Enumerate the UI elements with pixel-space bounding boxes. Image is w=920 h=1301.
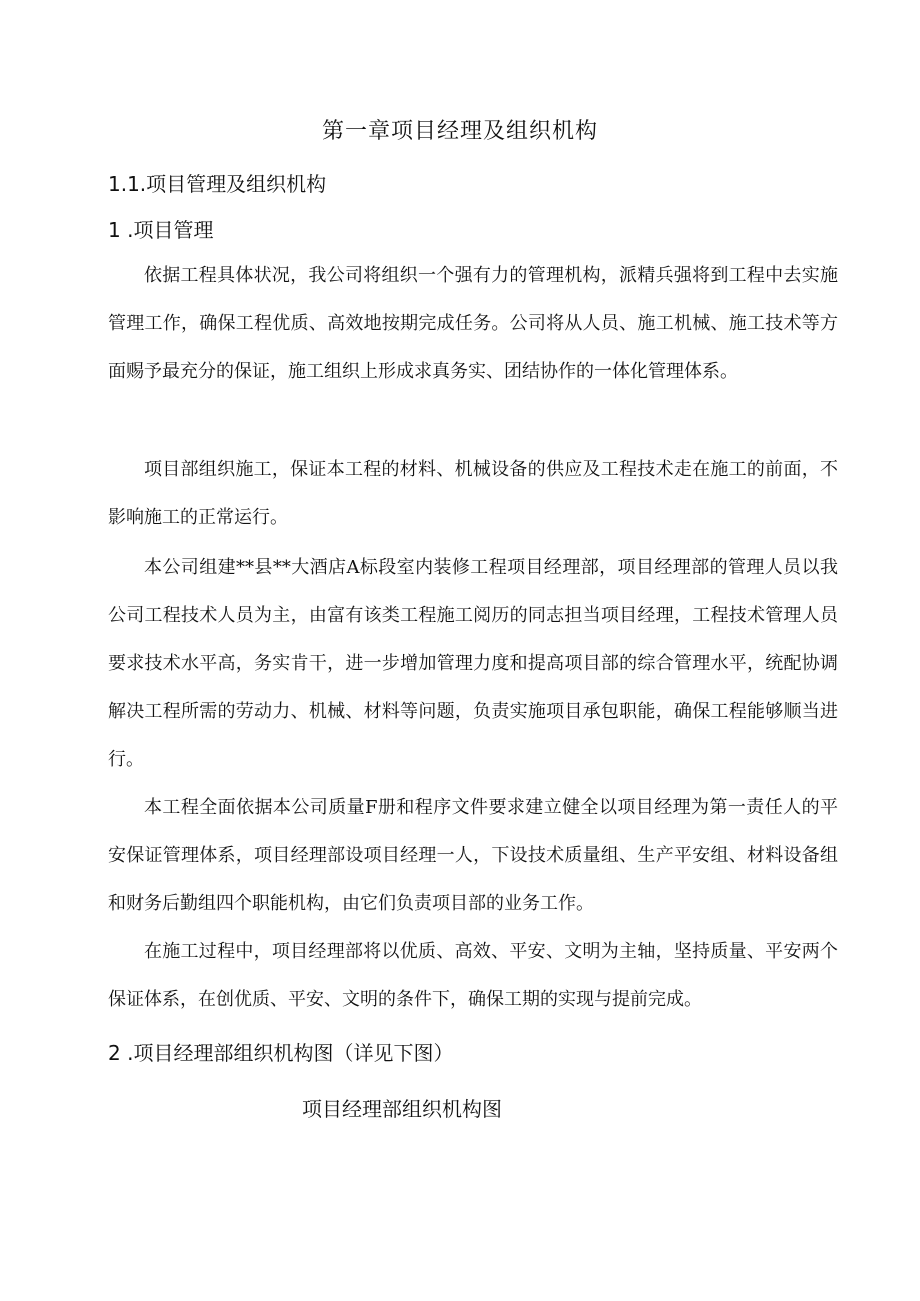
subsection-heading-2: 2 .项目经理部组织机构图（详见下图） [108, 1041, 454, 1065]
paragraph-3: 本公司组建**县**大酒店A标段室内装修工程项目经理部，项目经理部的管理人员以我公司工程技术人员为主，由富有该类工程施工阅历的同志担当项目经理，工程技术管理人员要求技术水平高，务实肯干，进一步增加管理力度和提高项目部的综合管理水平，统配协调解决工程所需的劳动力、机械、材料等问题，负责实施项目承包职能，确保工程能够顺当进行。 [108, 557, 838, 770]
section-heading: 1.1.项目管理及组织机构 [108, 172, 327, 196]
paragraph-4: 本工程全面依据本公司质量F册和程序文件要求建立健全以项目经理为第一责任人的平安保证管理体系，项目经理部设项目经理一人，下设技术质量组、生产平安组、材料设备组和财务后勤组四个职能机构，由它们负责项目部的业务工作。 [108, 797, 838, 914]
paragraph-5: 在施工过程中，项目经理部将以优质、高效、平安、文明为主轴，坚持质量、平安两个保证体系，在创优质、平安、文明的条件下，确保工期的实现与提前完成。 [108, 941, 838, 1010]
subsection-heading-1: 1 .项目管理 [108, 218, 214, 242]
paragraph-2: 项目部组织施工，保证本工程的材料、机械设备的供应及工程技术走在施工的前面，不影响施工的正常运行。 [108, 459, 838, 528]
chapter-title: 第一章项目经理及组织机构 [321, 119, 598, 144]
figure-title: 项目经理部组织机构图 [302, 1097, 502, 1121]
paragraph-1: 依据工程具体状况，我公司将组织一个强有力的管理机构，派精兵强将到工程中去实施管理工作，确保工程优质、高效地按期完成任务。公司将从人员、施工机械、施工技术等方面赐予最充分的保证，施工组织上形成求真务实、团结协作的一体化管理体系。 [108, 265, 838, 382]
